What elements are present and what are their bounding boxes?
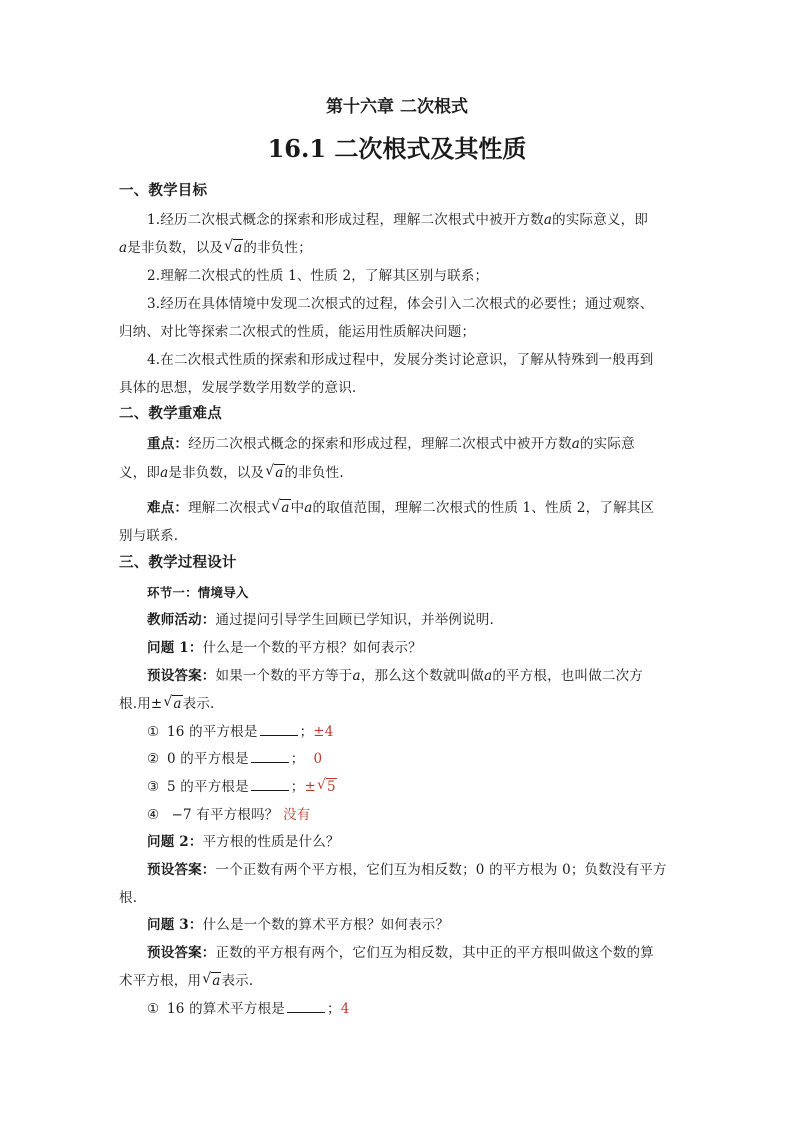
objective-2: 2.理解二次根式的性质 1、性质 2，了解其区别与联系； (147, 268, 489, 284)
exercise-answer: 4 (340, 1001, 350, 1017)
question-2: 问题 2：平方根的性质是什么？ (147, 834, 340, 850)
answer-2-line-2: 根. (119, 890, 138, 906)
heading-process-design: 三、教学过程设计 (119, 554, 237, 571)
answer-blank (251, 749, 289, 763)
key-point-line-1: 重点：经历二次根式概念的探索和形成过程，理解二次根式中被开方数a的实际意 (147, 436, 635, 452)
section-title: 16.1 二次根式及其性质 (267, 134, 527, 163)
answer-3-line-2: 术平方根，用 √ a表示. (119, 971, 254, 989)
exercise-answer: ± (304, 779, 316, 795)
answer-blank (251, 777, 289, 791)
sqrt-a-formula: √ a (163, 694, 182, 712)
exercise-item-3: ③ 5 的平方根是 ；± √ 5 (147, 777, 336, 795)
difficulty-line-2: 别与联系. (119, 528, 179, 544)
chapter-heading: 第十六章 二次根式 (326, 97, 468, 117)
sqrt-a-formula: √ a (271, 498, 290, 516)
exercise-item-4: ④ −7 有平方根吗？ 没有 (147, 807, 311, 823)
var-a: a (119, 240, 128, 256)
objective-3-line-1: 3.经历在具体情境中发现二次根式的过程，体会引入二次根式的必要性；通过观察、 (147, 296, 654, 312)
objective-1-line-1: 1.经历二次根式概念的探索和形成过程，理解二次根式中被开方数a的实际意义，即 (147, 212, 649, 228)
answer-3-line-1: 预设答案：正数的平方根有两个，它们互为相反数，其中正的平方根叫做这个数的算 (147, 945, 654, 961)
exercise-item-1: ① 16 的平方根是 ；±4 (147, 724, 334, 740)
question-1: 问题 1：什么是一个数的平方根？如何表示？ (147, 640, 422, 656)
sqrt-5-formula: √ 5 (317, 777, 336, 795)
difficulty-line-1: 难点：理解二次根式 √ a中a的取值范围，理解二次根式的性质 1、性质 2，了解其区 (147, 498, 655, 516)
answer-1-line-2: 根.用± √ a表示. (119, 694, 215, 712)
answer-blank (260, 722, 298, 736)
question-3: 问题 3：什么是一个数的算术平方根？如何表示？ (147, 917, 450, 933)
exercise-item-5: ① 16 的算术平方根是 ；4 (147, 1001, 350, 1017)
exercise-answer: 没有 (283, 807, 311, 823)
sqrt-a-formula: √ a (202, 971, 221, 989)
objective-4-line-2: 具体的思想，发展学数学用数学的意识. (119, 380, 357, 396)
answer-blank (287, 999, 325, 1013)
heading-teaching-objectives: 一、教学目标 (119, 182, 208, 199)
var-a: a (543, 212, 553, 228)
exercise-answer: 0 (313, 751, 323, 767)
teacher-activity: 教师活动：通过提问引导学生回顾已学知识，并举例说明. (147, 612, 494, 628)
exercise-answer: ±4 (313, 724, 334, 740)
objective-3-line-2: 归纳、对比等探索二次根式的性质，能运用性质解决问题； (119, 324, 476, 340)
key-point-line-2: 义，即a是非负数，以及 √ a的非负性. (119, 463, 344, 481)
objective-1-line-2: a是非负数，以及 √ a的非负性； (119, 238, 312, 256)
heading-key-points: 二、教学重难点 (119, 405, 222, 422)
exercise-item-2: ② 0 的平方根是 ； 0 (147, 751, 323, 767)
answer-2-line-1: 预设答案：一个正数有两个平方根，它们互为相反数；0 的平方根为 0；负数没有平方 (147, 862, 667, 878)
step-1-label: 环节一：情境导入 (147, 585, 249, 600)
sqrt-a-formula: √ a (265, 463, 284, 481)
objective-4-line-1: 4.在二次根式性质的探索和形成过程中，发展分类讨论意识，了解从特殊到一般再到 (147, 352, 654, 368)
answer-1-line-1: 预设答案：如果一个数的平方等于a，那么这个数就叫做a的平方根，也叫做二次方 (147, 668, 644, 684)
sqrt-a-formula: √ a (224, 238, 243, 256)
